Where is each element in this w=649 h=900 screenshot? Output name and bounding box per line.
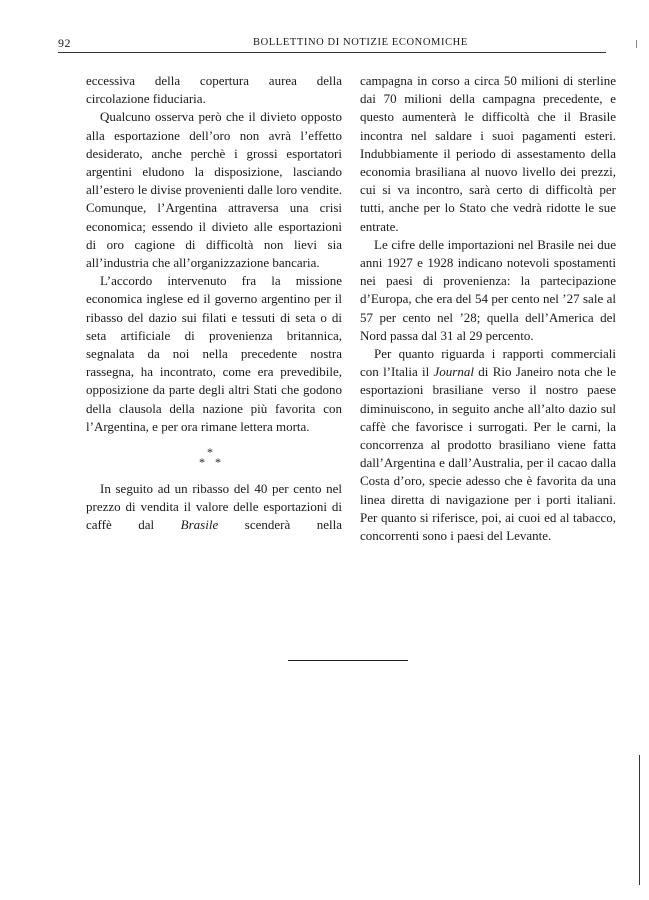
paragraph: campagna in corso a circa 50 milioni di sterline dai 70 milioni della campagna precedente, e questo aumenterà le difficoltà che il Brasile incontra nel saldare i suoi pagamenti esteri. Indubbiamente il periodo di assestamento della economia brasiliana al nuovo livello dei prezzi, cui si va incontro, sarà certo di difficoltà per tutti, anche per lo Stato che vedrà ridotte le sue entrate. (360, 73, 616, 234)
running-title: BOLLETTINO DI NOTIZIE ECONOMICHE (253, 37, 468, 48)
paragraph (360, 345, 616, 545)
asterisk: * (199, 455, 205, 470)
left-column (86, 72, 342, 535)
paragraph: Le cifre delle importazioni nel Brasile nei due anni 1927 e 1928 indicano notevoli spostamenti nei paesi di provenienza: la partecipazione d’Europa, che era del 54 per cento nel ’27 sale al 57 per cento nel ’28; quella dell’America del Nord passa dal 31 al 29 percento. (360, 236, 616, 343)
paragraph (86, 480, 342, 535)
paragraph: eccessiva della copertura aurea della circolazione fiduciaria. (86, 73, 342, 107)
paragraph: Qualcuno osserva però che il divieto opposto alla esportazione dell’oro non avrà l’effetto desiderato, anche perchè i grossi esportatori argentini eludono la disposizione, lasciando all’estero le divise provenienti dalle loro vendite. Comunque, l’Argentina attraversa una crisi economica; essendo il divieto alle esportazioni di oro cagione di difficoltà non lievi sia all’industria che all’organizzazione bancaria. (86, 109, 342, 271)
section-separator (86, 442, 342, 476)
closing-rule (288, 660, 408, 661)
margin-line (639, 755, 640, 885)
margin-mark (636, 40, 637, 48)
asterisk: * (215, 455, 221, 470)
header-rule (58, 52, 606, 53)
page-number: 92 (58, 36, 71, 50)
text-run: In seguito ad un ribasso del 40 per cento nel prezzo di vendita il valore delle esportazioni di caffè dal (86, 481, 342, 533)
paragraph: L’accordo intervenuto fra la missione economica inglese ed il governo argentino per il ribasso del dazio sui filati e tessuti di seta o di seta artificiale di provenienza britannica, segnalata da noi nella precedente nostra rassegna, ha incontrato, come era prevedibile, opposizione da parte degli altri Stati che godono della clausola della nazione più favorita con l’Argentina, e per ora rimane lettera morta. (86, 273, 342, 434)
text-run: di Rio Janeiro nota che le esportazioni brasiliane verso il nostro paese diminuiscono, in seguito anche all’alto dazio sul caffè che favorisce i surrogati. Per le carni, la concorrenza al prodotto brasiliano viene fatta dall’Argentina e dall’Australia, per il cacao dalla Costa d’oro, specie adesso che è favorita da una linea diretta di navigazione per i porti italiani. Per quanto si riferisce, poi, ai cuoi ed al tabacco, concorrenti sono i paesi del Levante. (360, 364, 616, 544)
page-header (58, 36, 606, 52)
text-run: Per quanto riguarda i rapporti commerciali con l’Italia il (360, 346, 616, 380)
italic-word-brasile: Brasile (180, 517, 219, 533)
text-run: scenderà nella (244, 517, 343, 533)
italic-word-journal: Journal (433, 364, 474, 380)
asterisk: * (207, 445, 213, 460)
right-column (360, 72, 616, 545)
